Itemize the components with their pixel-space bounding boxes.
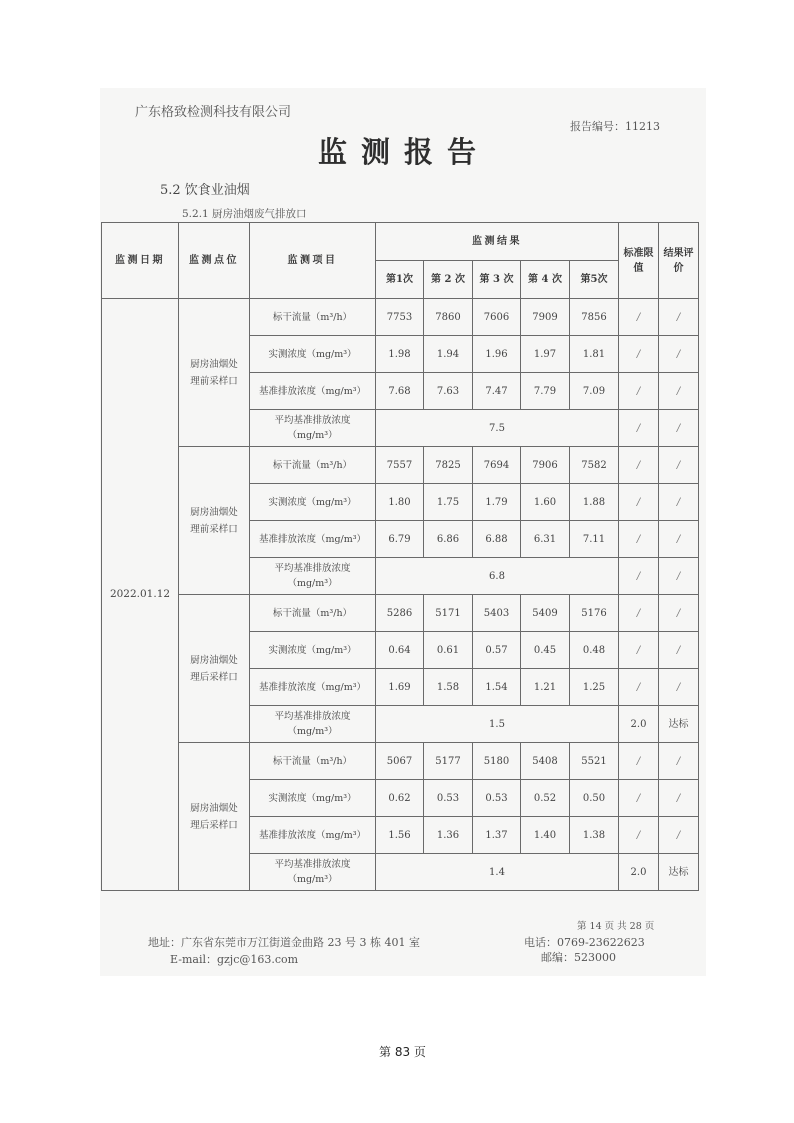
value-cell: 7.47 bbox=[473, 373, 521, 410]
point-cell: 厨房油烟处理后采样口 bbox=[179, 595, 250, 743]
item-cell: 实测浓度（mg/m³） bbox=[250, 780, 376, 817]
value-cell: 5067 bbox=[376, 743, 424, 780]
evaluation-cell: / bbox=[659, 373, 699, 410]
value-cell: 7606 bbox=[473, 299, 521, 336]
value-cell: 7753 bbox=[376, 299, 424, 336]
item-cell: 基准排放浓度（mg/m³） bbox=[250, 817, 376, 854]
value-cell: 5403 bbox=[473, 595, 521, 632]
limit-cell: / bbox=[619, 299, 659, 336]
value-cell: 5409 bbox=[521, 595, 570, 632]
report-title: 监测报告 bbox=[318, 135, 491, 169]
value-cell: 1.96 bbox=[473, 336, 521, 373]
value-cell: 1.60 bbox=[521, 484, 570, 521]
value-cell: 0.50 bbox=[570, 780, 619, 817]
limit-cell: / bbox=[619, 373, 659, 410]
header-run-3: 第 3 次 bbox=[473, 261, 521, 299]
average-value-cell: 1.4 bbox=[376, 854, 619, 891]
average-value-cell: 1.5 bbox=[376, 706, 619, 743]
company-name: 广东格致检测科技有限公司 bbox=[135, 105, 292, 120]
average-evaluation-cell: / bbox=[659, 410, 699, 447]
subsection-heading: 5.2.1 厨房油烟废气排放口 bbox=[182, 208, 307, 220]
value-cell: 7.09 bbox=[570, 373, 619, 410]
value-cell: 1.38 bbox=[570, 817, 619, 854]
limit-cell: / bbox=[619, 743, 659, 780]
value-cell: 7.11 bbox=[570, 521, 619, 558]
table-row bbox=[102, 743, 699, 780]
point-cell: 厨房油烟处理后采样口 bbox=[179, 743, 250, 891]
value-cell: 5171 bbox=[424, 595, 473, 632]
value-cell: 7825 bbox=[424, 447, 473, 484]
header-run-4: 第 4 次 bbox=[521, 261, 570, 299]
value-cell: 1.25 bbox=[570, 669, 619, 706]
limit-cell: / bbox=[619, 632, 659, 669]
value-cell: 0.61 bbox=[424, 632, 473, 669]
limit-cell: / bbox=[619, 817, 659, 854]
limit-cell: / bbox=[619, 521, 659, 558]
value-cell: 7582 bbox=[570, 447, 619, 484]
limit-cell: / bbox=[619, 447, 659, 484]
average-evaluation-cell: 达标 bbox=[659, 706, 699, 743]
value-cell: 7906 bbox=[521, 447, 570, 484]
value-cell: 7.79 bbox=[521, 373, 570, 410]
item-cell: 实测浓度（mg/m³） bbox=[250, 632, 376, 669]
value-cell: 0.62 bbox=[376, 780, 424, 817]
limit-cell: / bbox=[619, 780, 659, 817]
value-cell: 1.81 bbox=[570, 336, 619, 373]
header-run-2: 第 2 次 bbox=[424, 261, 473, 299]
value-cell: 1.97 bbox=[521, 336, 570, 373]
value-cell: 1.98 bbox=[376, 336, 424, 373]
item-cell: 标干流量（m³/h） bbox=[250, 595, 376, 632]
limit-cell: / bbox=[619, 669, 659, 706]
average-label-cell: 平均基准排放浓度（mg/m³） bbox=[250, 854, 376, 891]
value-cell: 1.94 bbox=[424, 336, 473, 373]
limit-cell: / bbox=[619, 484, 659, 521]
date-cell: 2022.01.12 bbox=[102, 299, 179, 891]
average-evaluation-cell: 达标 bbox=[659, 854, 699, 891]
value-cell: 0.48 bbox=[570, 632, 619, 669]
value-cell: 5180 bbox=[473, 743, 521, 780]
evaluation-cell: / bbox=[659, 484, 699, 521]
evaluation-cell: / bbox=[659, 669, 699, 706]
item-cell: 标干流量（m³/h） bbox=[250, 299, 376, 336]
value-cell: 7557 bbox=[376, 447, 424, 484]
evaluation-cell: / bbox=[659, 743, 699, 780]
evaluation-cell: / bbox=[659, 447, 699, 484]
value-cell: 5408 bbox=[521, 743, 570, 780]
header-date: 监测日期 bbox=[102, 223, 179, 299]
value-cell: 5521 bbox=[570, 743, 619, 780]
value-cell: 0.53 bbox=[473, 780, 521, 817]
value-cell: 7860 bbox=[424, 299, 473, 336]
section-heading: 5.2 饮食业油烟 bbox=[160, 183, 250, 198]
evaluation-cell: / bbox=[659, 817, 699, 854]
header-item: 监测项目 bbox=[250, 223, 376, 299]
point-cell: 厨房油烟处理前采样口 bbox=[179, 447, 250, 595]
value-cell: 1.88 bbox=[570, 484, 619, 521]
value-cell: 1.58 bbox=[424, 669, 473, 706]
header-limit: 标准限值 bbox=[619, 223, 659, 299]
evaluation-cell: / bbox=[659, 632, 699, 669]
footer-email: E-mail：gzjc@163.com bbox=[170, 953, 299, 966]
header-point: 监测点位 bbox=[179, 223, 250, 299]
average-limit-cell: / bbox=[619, 410, 659, 447]
value-cell: 1.40 bbox=[521, 817, 570, 854]
value-cell: 1.37 bbox=[473, 817, 521, 854]
footer-address: 地址：广东省东莞市万江街道金曲路 23 号 3 栋 401 室 bbox=[148, 936, 420, 949]
value-cell: 5176 bbox=[570, 595, 619, 632]
value-cell: 6.31 bbox=[521, 521, 570, 558]
table-row bbox=[102, 299, 699, 336]
footer-phone: 电话：0769-23622623 bbox=[524, 936, 645, 949]
report-number: 报告编号：11213 bbox=[570, 120, 660, 133]
value-cell: 7909 bbox=[521, 299, 570, 336]
value-cell: 1.21 bbox=[521, 669, 570, 706]
average-value-cell: 6.8 bbox=[376, 558, 619, 595]
evaluation-cell: / bbox=[659, 336, 699, 373]
table-row bbox=[102, 595, 699, 632]
evaluation-cell: / bbox=[659, 780, 699, 817]
average-label-cell: 平均基准排放浓度（mg/m³） bbox=[250, 410, 376, 447]
report-page-of: 第 14 页 共 28 页 bbox=[577, 921, 655, 932]
item-cell: 实测浓度（mg/m³） bbox=[250, 484, 376, 521]
value-cell: 5177 bbox=[424, 743, 473, 780]
value-cell: 7.68 bbox=[376, 373, 424, 410]
average-value-cell: 7.5 bbox=[376, 410, 619, 447]
value-cell: 1.75 bbox=[424, 484, 473, 521]
item-cell: 实测浓度（mg/m³） bbox=[250, 336, 376, 373]
average-limit-cell: 2.0 bbox=[619, 706, 659, 743]
value-cell: 6.88 bbox=[473, 521, 521, 558]
item-cell: 基准排放浓度（mg/m³） bbox=[250, 521, 376, 558]
value-cell: 1.69 bbox=[376, 669, 424, 706]
average-limit-cell: 2.0 bbox=[619, 854, 659, 891]
evaluation-cell: / bbox=[659, 595, 699, 632]
value-cell: 0.57 bbox=[473, 632, 521, 669]
footer-zip: 邮编：523000 bbox=[541, 951, 616, 964]
evaluation-cell: / bbox=[659, 521, 699, 558]
value-cell: 5286 bbox=[376, 595, 424, 632]
value-cell: 1.79 bbox=[473, 484, 521, 521]
page-number: 第 83 页 bbox=[379, 1045, 426, 1059]
table-row bbox=[102, 447, 699, 484]
item-cell: 基准排放浓度（mg/m³） bbox=[250, 669, 376, 706]
value-cell: 0.64 bbox=[376, 632, 424, 669]
value-cell: 7694 bbox=[473, 447, 521, 484]
average-label-cell: 平均基准排放浓度（mg/m³） bbox=[250, 706, 376, 743]
item-cell: 标干流量（m³/h） bbox=[250, 743, 376, 780]
value-cell: 6.79 bbox=[376, 521, 424, 558]
monitoring-results-table bbox=[101, 222, 699, 891]
value-cell: 7856 bbox=[570, 299, 619, 336]
value-cell: 1.80 bbox=[376, 484, 424, 521]
average-evaluation-cell: / bbox=[659, 558, 699, 595]
point-cell: 厨房油烟处理前采样口 bbox=[179, 299, 250, 447]
value-cell: 0.45 bbox=[521, 632, 570, 669]
header-run-1: 第1次 bbox=[376, 261, 424, 299]
item-cell: 基准排放浓度（mg/m³） bbox=[250, 373, 376, 410]
value-cell: 1.56 bbox=[376, 817, 424, 854]
item-cell: 标干流量（m³/h） bbox=[250, 447, 376, 484]
header-results: 监测结果 bbox=[376, 223, 619, 261]
header-evaluation: 结果评价 bbox=[659, 223, 699, 299]
value-cell: 6.86 bbox=[424, 521, 473, 558]
value-cell: 1.54 bbox=[473, 669, 521, 706]
value-cell: 7.63 bbox=[424, 373, 473, 410]
value-cell: 0.53 bbox=[424, 780, 473, 817]
limit-cell: / bbox=[619, 336, 659, 373]
value-cell: 0.52 bbox=[521, 780, 570, 817]
limit-cell: / bbox=[619, 595, 659, 632]
average-limit-cell: / bbox=[619, 558, 659, 595]
evaluation-cell: / bbox=[659, 299, 699, 336]
value-cell: 1.36 bbox=[424, 817, 473, 854]
average-label-cell: 平均基准排放浓度（mg/m³） bbox=[250, 558, 376, 595]
header-run-5: 第5次 bbox=[570, 261, 619, 299]
